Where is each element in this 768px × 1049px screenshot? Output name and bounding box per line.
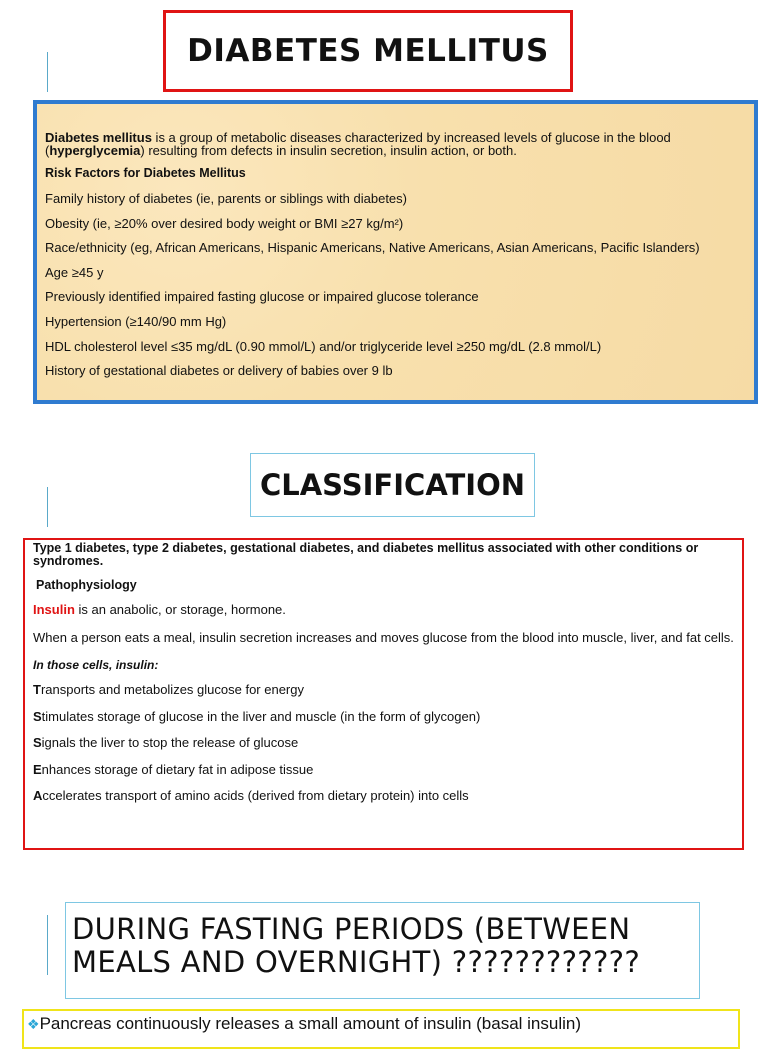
classification-box	[23, 538, 744, 850]
risk-factors-list	[45, 191, 754, 388]
decorative-line	[47, 487, 48, 527]
insulin-action-item: Accelerates transport of amino acids (derived from dietary protein) into cells	[33, 788, 469, 803]
basal-insulin-text: Pancreas continuously releases a small amount of insulin (basal insulin)	[39, 1014, 582, 1033]
pathophysiology-heading: Pathophysiology	[36, 578, 137, 592]
insulin-action-item: Transports and metabolizes glucose for energy	[33, 682, 304, 697]
title-fasting-line2: MEALS AND OVERNIGHT) ????????????	[72, 945, 641, 979]
diabetes-types-text: Type 1 diabetes, type 2 diabetes, gestational diabetes, and diabetes mellitus associated with other conditions or syndromes.	[33, 541, 699, 568]
insulin-action-item: Signals the liver to stop the release of glucose	[33, 735, 299, 750]
risk-factor-item: HDL cholesterol level ≤35 mg/dL (0.90 mmol/L) and/or triglyceride level ≥250 mg/dL (2.8 mmol/L)	[45, 338, 602, 354]
diamond-bullet-icon: ❖	[27, 1016, 40, 1032]
risk-factor-item: Race/ethnicity (eg, African Americans, Hispanic Americans, Native Americans, Asian Americans, Pacific Islanders)	[45, 240, 700, 256]
decorative-line	[47, 915, 48, 975]
risk-factor-item: Previously identified impaired fasting glucose or impaired glucose tolerance	[45, 289, 479, 305]
insulin-term: Insulin	[33, 602, 75, 617]
term-diabetes-mellitus: Diabetes mellitus	[45, 130, 152, 145]
insulin-definition: Insulin is an anabolic, or storage, hormone.	[33, 602, 286, 617]
risk-factor-item: Family history of diabetes (ie, parents or siblings with diabetes)	[45, 191, 407, 206]
risk-factor-item: Age ≥45 y	[45, 264, 104, 280]
decorative-line	[47, 52, 48, 92]
title-fasting-line1: DURING FASTING PERIODS (BETWEEN	[72, 912, 631, 946]
definition-box	[33, 100, 758, 404]
definition-text: Diabetes mellitus is a group of metabolic diseases characterized by increased levels of glucose in the blood (hyperglycemia) resulting from defects in insulin secretion, insulin action, or both.	[45, 130, 671, 158]
risk-factor-item: History of gestational diabetes or delivery of babies over 9 lb	[45, 363, 393, 379]
title-classification: CLASSIFICATION	[250, 453, 535, 517]
risk-factors-heading: Risk Factors for Diabetes Mellitus	[45, 166, 246, 180]
insulin-action-item: Enhances storage of dietary fat in adipose tissue	[33, 761, 314, 777]
basal-insulin-box	[22, 1009, 740, 1049]
meal-insulin-text: When a person eats a meal, insulin secretion increases and moves glucose from the blood into muscle, liver, and fat cells.	[33, 630, 734, 645]
term-hyperglycemia: hyperglycemia	[49, 143, 141, 158]
title-fasting-periods	[65, 902, 700, 999]
risk-factor-item: Obesity (ie, ≥20% over desired body weight or BMI ≥27 kg/m²)	[45, 215, 404, 231]
title-diabetes-mellitus: DIABETES MELLITUS	[163, 10, 573, 92]
risk-factor-item: Hypertension (≥140/90 mm Hg)	[45, 313, 227, 329]
insulin-action-item: Stimulates storage of glucose in the liver and muscle (in the form of glycogen)	[33, 708, 481, 724]
insulin-actions-list	[33, 682, 742, 815]
cells-heading: In those cells, insulin:	[33, 658, 159, 672]
